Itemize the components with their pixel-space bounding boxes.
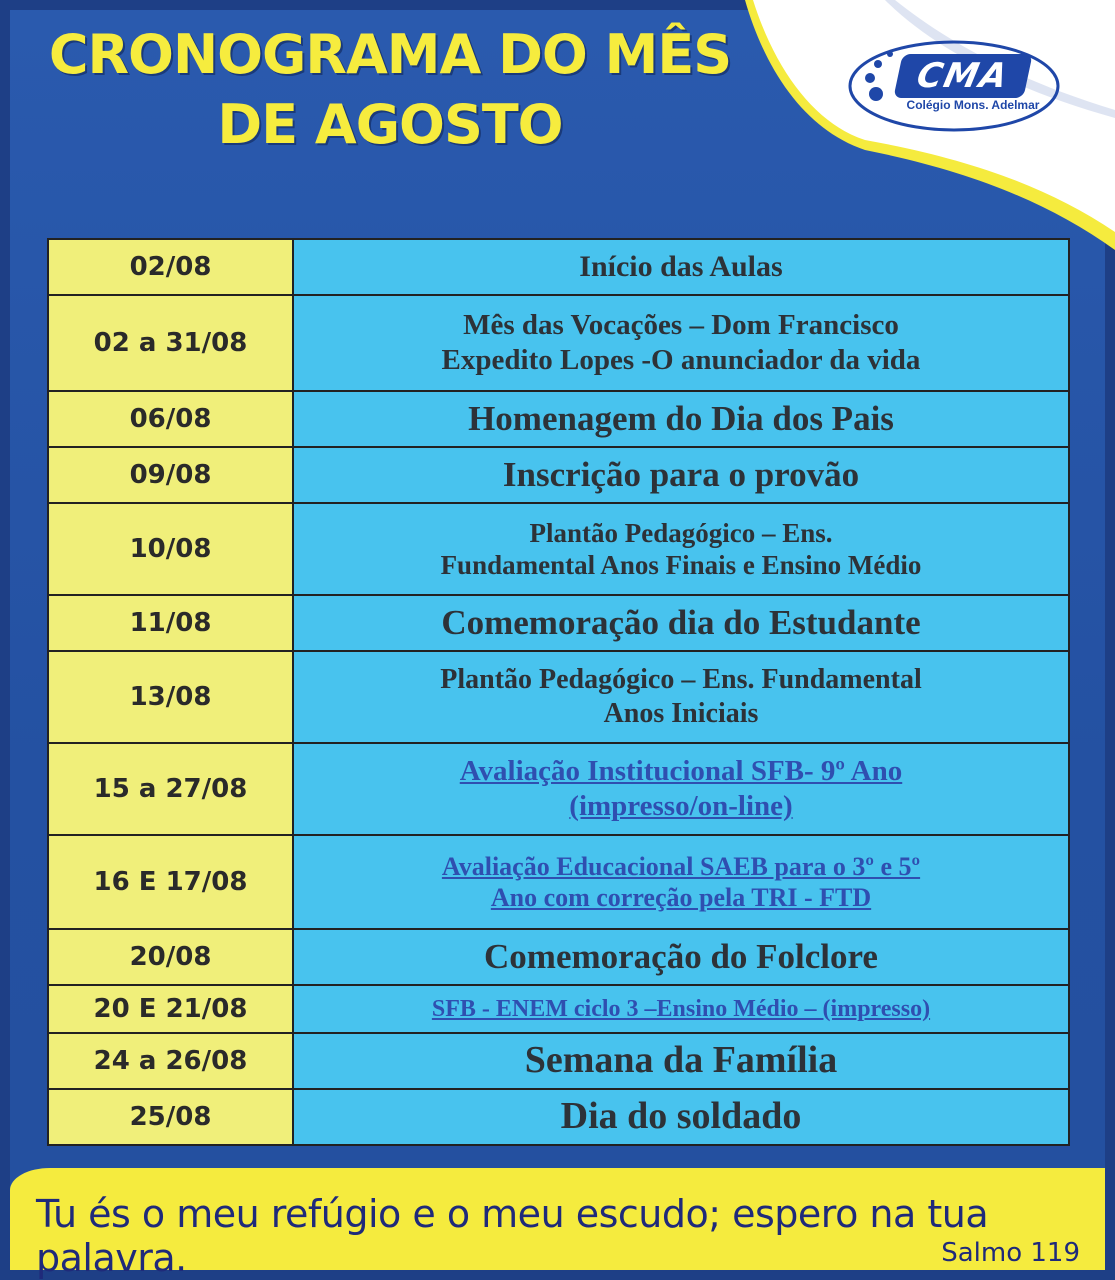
schedule-event xyxy=(294,240,1068,294)
schedule-event-line: Anos Iniciais xyxy=(603,698,759,729)
schedule-date: 20 E 21/08 xyxy=(49,986,294,1032)
schedule-event-link[interactable] xyxy=(294,744,1068,834)
schedule-event xyxy=(294,1090,1068,1144)
title-line-1: CRONOGRAMA DO MÊS xyxy=(48,23,732,86)
schedule-event-text xyxy=(503,454,859,496)
schedule-row xyxy=(49,596,1068,652)
schedule-row xyxy=(49,392,1068,448)
schedule-row xyxy=(49,836,1068,930)
schedule-event-line: Mês das Vocações – Dom Francisco xyxy=(463,309,899,342)
schedule-event-text xyxy=(432,995,930,1024)
schedule-event-text xyxy=(525,1038,837,1084)
schedule-event-text xyxy=(441,602,920,644)
schedule-event xyxy=(294,504,1068,594)
schedule-event-line: Inscrição para o provão xyxy=(502,455,860,494)
schedule-date: 11/08 xyxy=(49,596,294,650)
schedule-event-line: Avaliação Institucional SFB- 9º Ano xyxy=(459,755,903,788)
title-line-2: DE AGOSTO xyxy=(217,93,563,156)
schedule-row xyxy=(49,1034,1068,1090)
schedule-table xyxy=(47,238,1070,1146)
schedule-row xyxy=(49,930,1068,986)
schedule-event xyxy=(294,652,1068,742)
schedule-event-line: Plantão Pedagógico – Ens. xyxy=(529,517,833,548)
schedule-row xyxy=(49,652,1068,744)
schedule-event-text xyxy=(460,754,902,824)
schedule-date: 20/08 xyxy=(49,930,294,984)
schedule-event-line: Ano com correção pela TRI - FTD xyxy=(490,883,872,912)
schedule-event-line: Homenagem do Dia dos Pais xyxy=(468,399,894,438)
schedule-event-line: Semana da Família xyxy=(524,1039,838,1082)
schedule-event-line: Dia do soldado xyxy=(560,1095,802,1138)
footer-verse-reference: Salmo 119 xyxy=(941,1238,1080,1268)
schedule-date: 09/08 xyxy=(49,448,294,502)
schedule-date: 15 a 27/08 xyxy=(49,744,294,834)
schedule-event-text xyxy=(484,936,878,978)
schedule-date: 24 a 26/08 xyxy=(49,1034,294,1088)
schedule-event-line: Fundamental Anos Finais e Ensino Médio xyxy=(440,550,922,580)
schedule-event xyxy=(294,392,1068,446)
schedule-row xyxy=(49,504,1068,596)
schedule-event-line: Plantão Pedagógico – Ens. Fundamental xyxy=(440,664,922,696)
schedule-event-line: Comemoração do Folclore xyxy=(484,937,878,976)
logo-school-name: Colégio Mons. Adelmar xyxy=(906,98,1040,112)
schedule-date: 13/08 xyxy=(49,652,294,742)
schedule-event-text xyxy=(579,249,782,285)
schedule-row xyxy=(49,986,1068,1034)
schedule-date: 02/08 xyxy=(49,240,294,294)
schedule-row xyxy=(49,448,1068,504)
schedule-event-line: Avaliação Educacional SAEB para o 3º e 5º xyxy=(441,851,921,881)
schedule-event-line: Comemoração dia do Estudante xyxy=(441,603,921,642)
schedule-event xyxy=(294,930,1068,984)
schedule-event-text xyxy=(441,517,922,582)
schedule-event-link[interactable] xyxy=(294,986,1068,1032)
schedule-row xyxy=(49,1090,1068,1144)
schedule-event-text xyxy=(442,308,921,378)
footer-verse: Tu és o meu refúgio e o meu escudo; espero na tua palavra. xyxy=(36,1192,989,1280)
schedule-event-text xyxy=(468,398,894,440)
logo-acronym: CMA xyxy=(893,54,1032,98)
schedule-row xyxy=(49,240,1068,296)
schedule-event xyxy=(294,448,1068,502)
schedule-event-text xyxy=(442,851,920,913)
schedule-event-text xyxy=(561,1094,802,1140)
schedule-event xyxy=(294,296,1068,390)
schedule-event xyxy=(294,1034,1068,1088)
schedule-event xyxy=(294,596,1068,650)
school-logo xyxy=(848,38,1060,134)
page-title xyxy=(40,20,740,160)
schedule-row xyxy=(49,744,1068,836)
schedule-event-line: SFB - ENEM ciclo 3 –Ensino Médio – (impresso) xyxy=(431,995,931,1022)
schedule-event-link[interactable] xyxy=(294,836,1068,928)
schedule-event-line: (impresso/on-line) xyxy=(569,790,793,822)
schedule-row xyxy=(49,296,1068,392)
schedule-date: 25/08 xyxy=(49,1090,294,1144)
schedule-date: 06/08 xyxy=(49,392,294,446)
schedule-date: 10/08 xyxy=(49,504,294,594)
schedule-event-line: Início das Aulas xyxy=(579,250,783,283)
schedule-date: 16 E 17/08 xyxy=(49,836,294,928)
schedule-event-line: Expedito Lopes -O anunciador da vida xyxy=(441,344,921,376)
schedule-event-text xyxy=(440,663,921,730)
schedule-date: 02 a 31/08 xyxy=(49,296,294,390)
